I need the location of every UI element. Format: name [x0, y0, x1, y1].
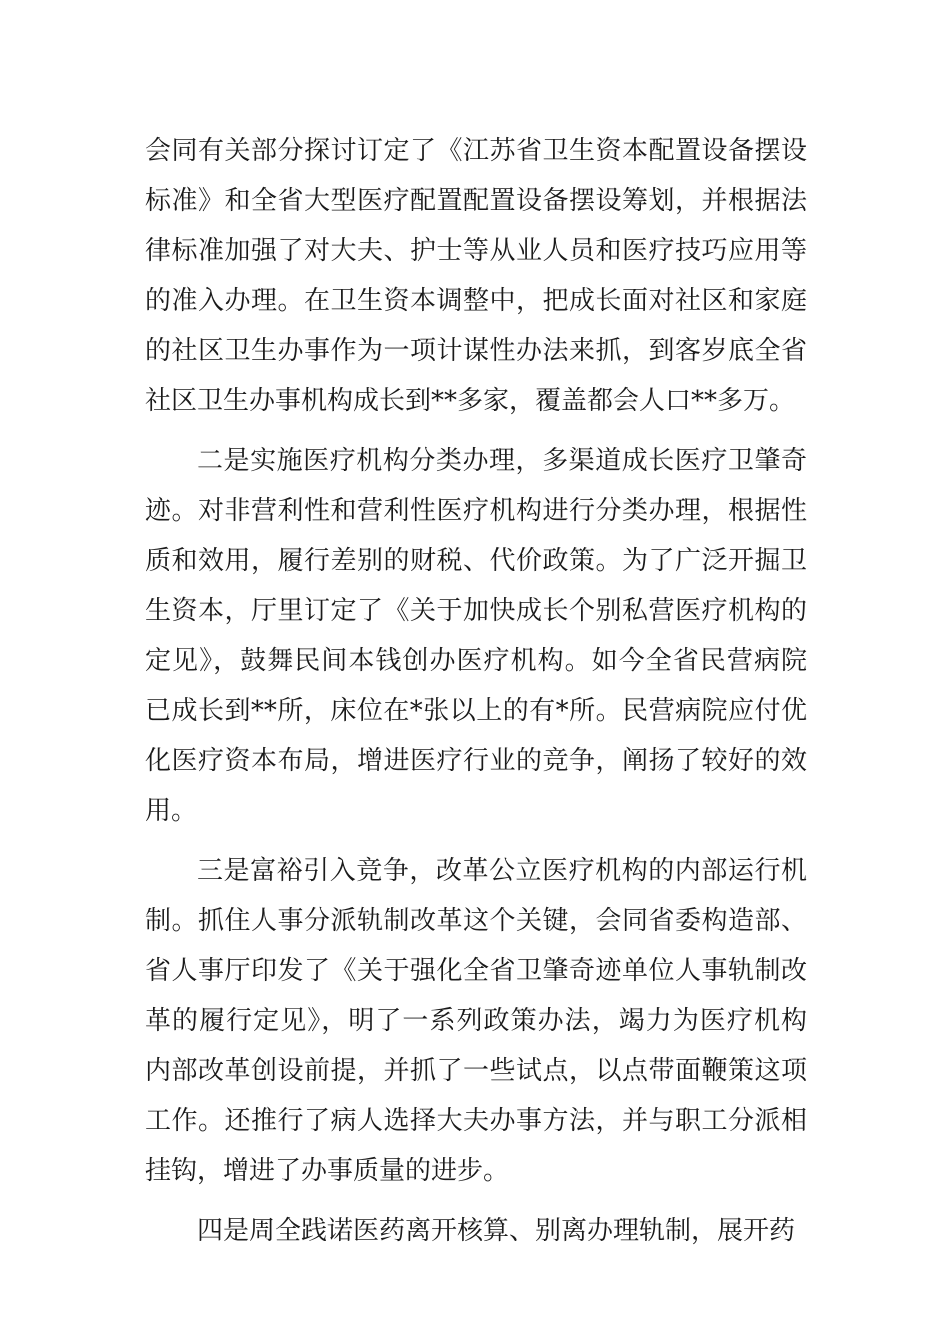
- paragraph-pharmaceutical-separation: 四是周全践诺医药离开核算、别离办理轨制，展开药: [197, 1216, 796, 1246]
- paragraph-competition-reform: 三是富裕引入竞争，改革公立医疗机构的内部运行机制。抓住人事分派轨制改革这个关键，会同省委构造部、省人事厅印发了《关于强化全省卫肇奇迹单位人事轨制改革的履行定见》，明了一系列政策办法，竭力为医疗机构内部改革创设前提，并抓了一些试点，以点带面鞭策这项工作。还推行了病人选择大夫办事方法，并与职工分派相挂钩，增进了办事质量的进步。: [145, 856, 807, 1186]
- document-body: [145, 126, 807, 1266]
- paragraph-continued: 会同有关部分探讨订定了《江苏省卫生资本配置设备摆设标准》和全省大型医疗配置配置设备摆设筹划，并根据法律标准加强了对大夫、护士等从业人员和医疗技巧应用等的准入办理。在卫生资本调整中，把成长面对社区和家庭的社区卫生办事作为一项计谋性办法来抓，到客岁底全省社区卫生办事机构成长到**多家，覆盖都会人口**多万。: [145, 136, 807, 416]
- paragraph-medical-classification: 二是实施医疗机构分类办理，多渠道成长医疗卫肇奇迹。对非营利性和营利性医疗机构进行分类办理，根据性质和效用，履行差别的财税、代价政策。为了广泛开掘卫生资本，厅里订定了《关于加快成长个别私营医疗机构的定见》，鼓舞民间本钱创办医疗机构。如今全省民营病院已成长到**所，床位在*张以上的有*所。民营病院应付优化医疗资本布局，增进医疗行业的竞争，阐扬了较好的效用。: [145, 446, 807, 826]
